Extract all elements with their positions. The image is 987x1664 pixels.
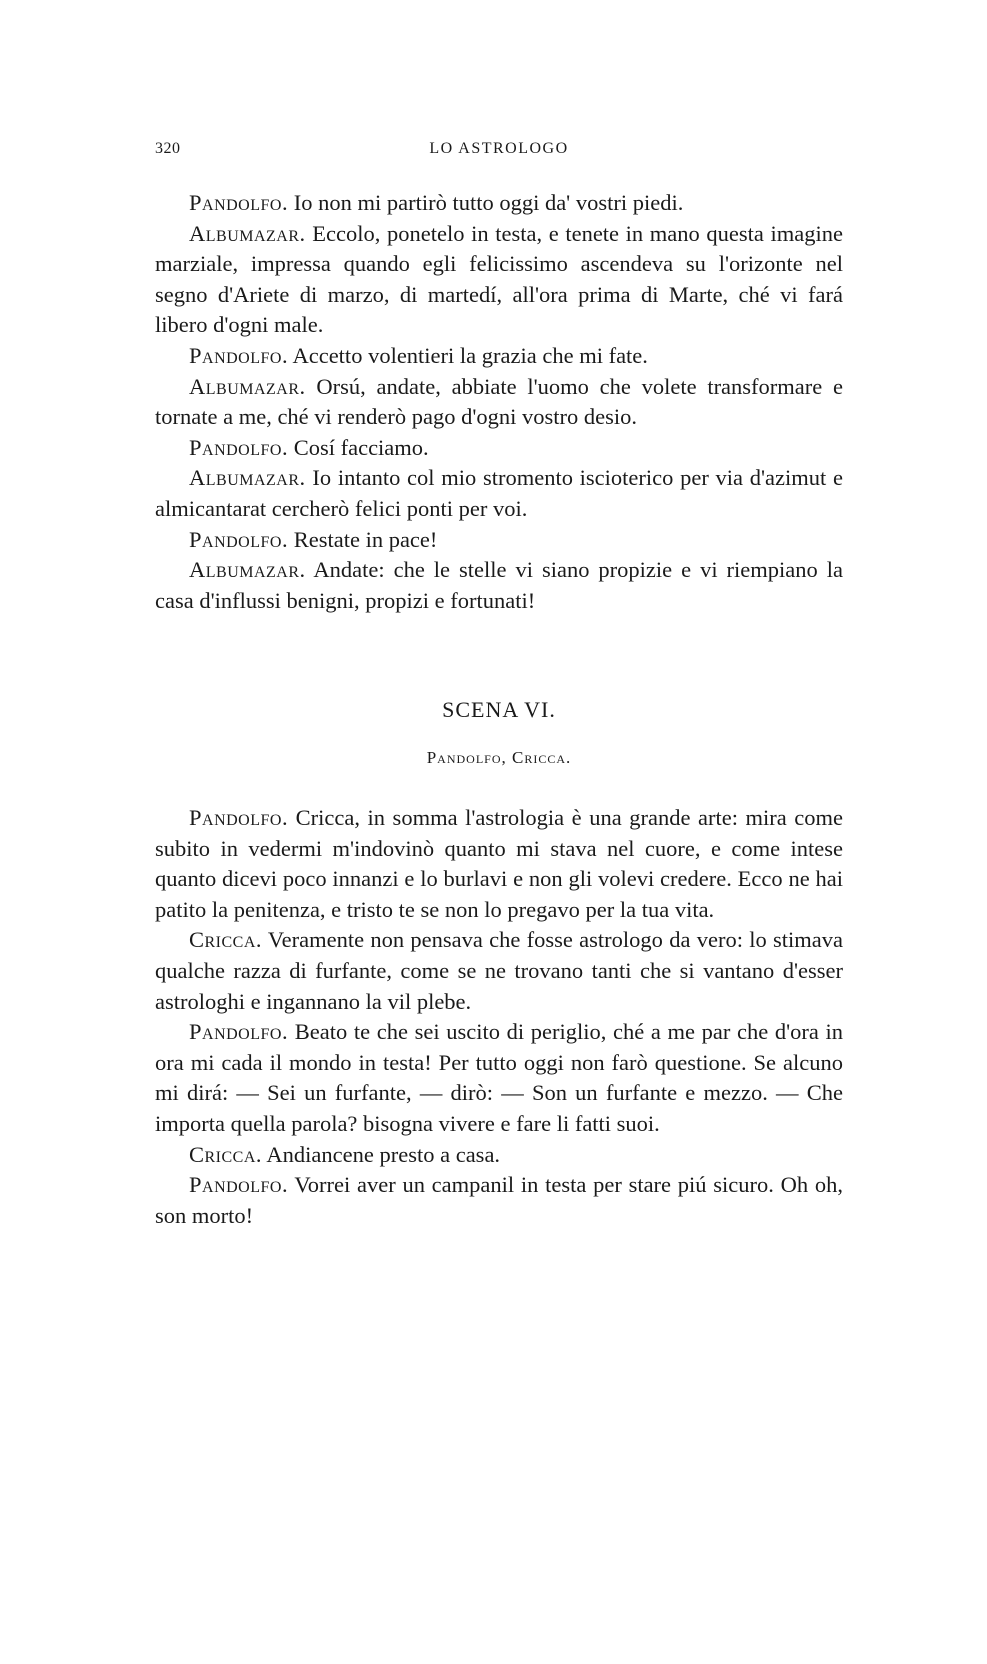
speaker-name: Pandolfo. [189,1172,289,1198]
speech [155,341,843,372]
speech [155,219,843,341]
speaker-name: Albumazar. [189,373,306,399]
scene-6-dialogue [155,803,843,1231]
speech-text: Io intanto col mio stromento iscioterico per via d'azimut e almicantarat cercherò felici ponti per voi. [155,465,843,521]
speech-text: Vorrei aver un campanil in testa per stare piú sicuro. Oh oh, son morto! [155,1172,843,1228]
scene-5-ending [155,188,843,616]
speech [155,1170,843,1231]
speech [155,463,843,524]
speaker-name: Pandolfo. [189,190,289,215]
speech-text: Eccolo, ponetelo in testa, e tenete in mano questa imagine marziale, impressa quando egli felicissimo ascendeva su l'orizonte nel segno d'Ariete di marzo, di martedí, all'ora prima di Marte, ché vi fará libero d'ogni male. [155,220,843,338]
speech [155,525,843,556]
speaker-name: Albumazar. [189,465,306,491]
speaker-name: Cricca. [189,927,263,953]
running-head [155,140,843,162]
speech [155,803,843,925]
speech-text: Accetto volentieri la grazia che mi fate. [288,342,648,368]
speech [155,555,843,616]
speaker-name: Pandolfo. [189,342,289,368]
speech-text: Orsú, andate, abbiate l'uomo che volete transformare e tornate a me, ché vi renderò pago d'ogni vostro desio. [155,373,843,430]
speech [155,372,843,433]
speech-text: Io non mi partirò tutto oggi da' vostri piedi. [288,190,684,215]
speech-text: Beato te che sei uscito di periglio, ché a me par che d'ora in ora mi cada il mondo in testa! Per tutto oggi non farò questione. Se alcuno mi dirá: — Sei un furfante, — dirò: — Son un furfante e mezzo. — Che importa quella parola? bisogna vivere e fare li fatti suoi. [155,1019,843,1136]
speech [155,1140,843,1171]
speech [155,433,843,464]
speech [155,925,843,1017]
scene-characters: Pandolfo, Cricca. [426,748,572,767]
speaker-name: Pandolfo. [189,434,289,460]
speech-text: Cricca, in somma l'astrologia è una grande arte: mira come subito in vedermi m'indovinò quanto mi stava nel cuore, e come intese quanto dicevi poco innanzi e lo burlavi e non gli volevi credere. Ecco ne hai patito la penitenza, e tristo te se non lo pregavo per la tua vita. [155,805,843,922]
speaker-name: Pandolfo. [189,526,289,552]
speech-text: Andate: che le stelle vi siano propizie e vi riempiano la casa d'influssi benigni, propizi e fortunati! [155,557,843,613]
speech [155,1017,843,1139]
speech-text: Restate in pace! [288,526,438,552]
page-number: 320 [155,140,181,157]
speaker-name: Pandolfo. [189,805,289,830]
speech [155,188,843,219]
speech-text: Veramente non pensava che fosse astrologo da vero: lo stimava qualche razza di furfante, come se ne trovano tanti che si vantano d'esser astrologhi e ingannano la vil plebe. [155,927,843,1014]
speech-text: Cosí facciamo. [288,434,429,460]
speaker-name: Cricca. [189,1141,263,1167]
speaker-name: Pandolfo. [189,1019,289,1045]
speaker-name: Albumazar. [189,220,306,246]
speech-text: Andiancene presto a casa. [262,1141,501,1167]
scene-heading: SCENA VI. [442,697,556,722]
running-title: LO ASTROLOGO [429,140,569,157]
speaker-name: Albumazar. [189,557,306,583]
